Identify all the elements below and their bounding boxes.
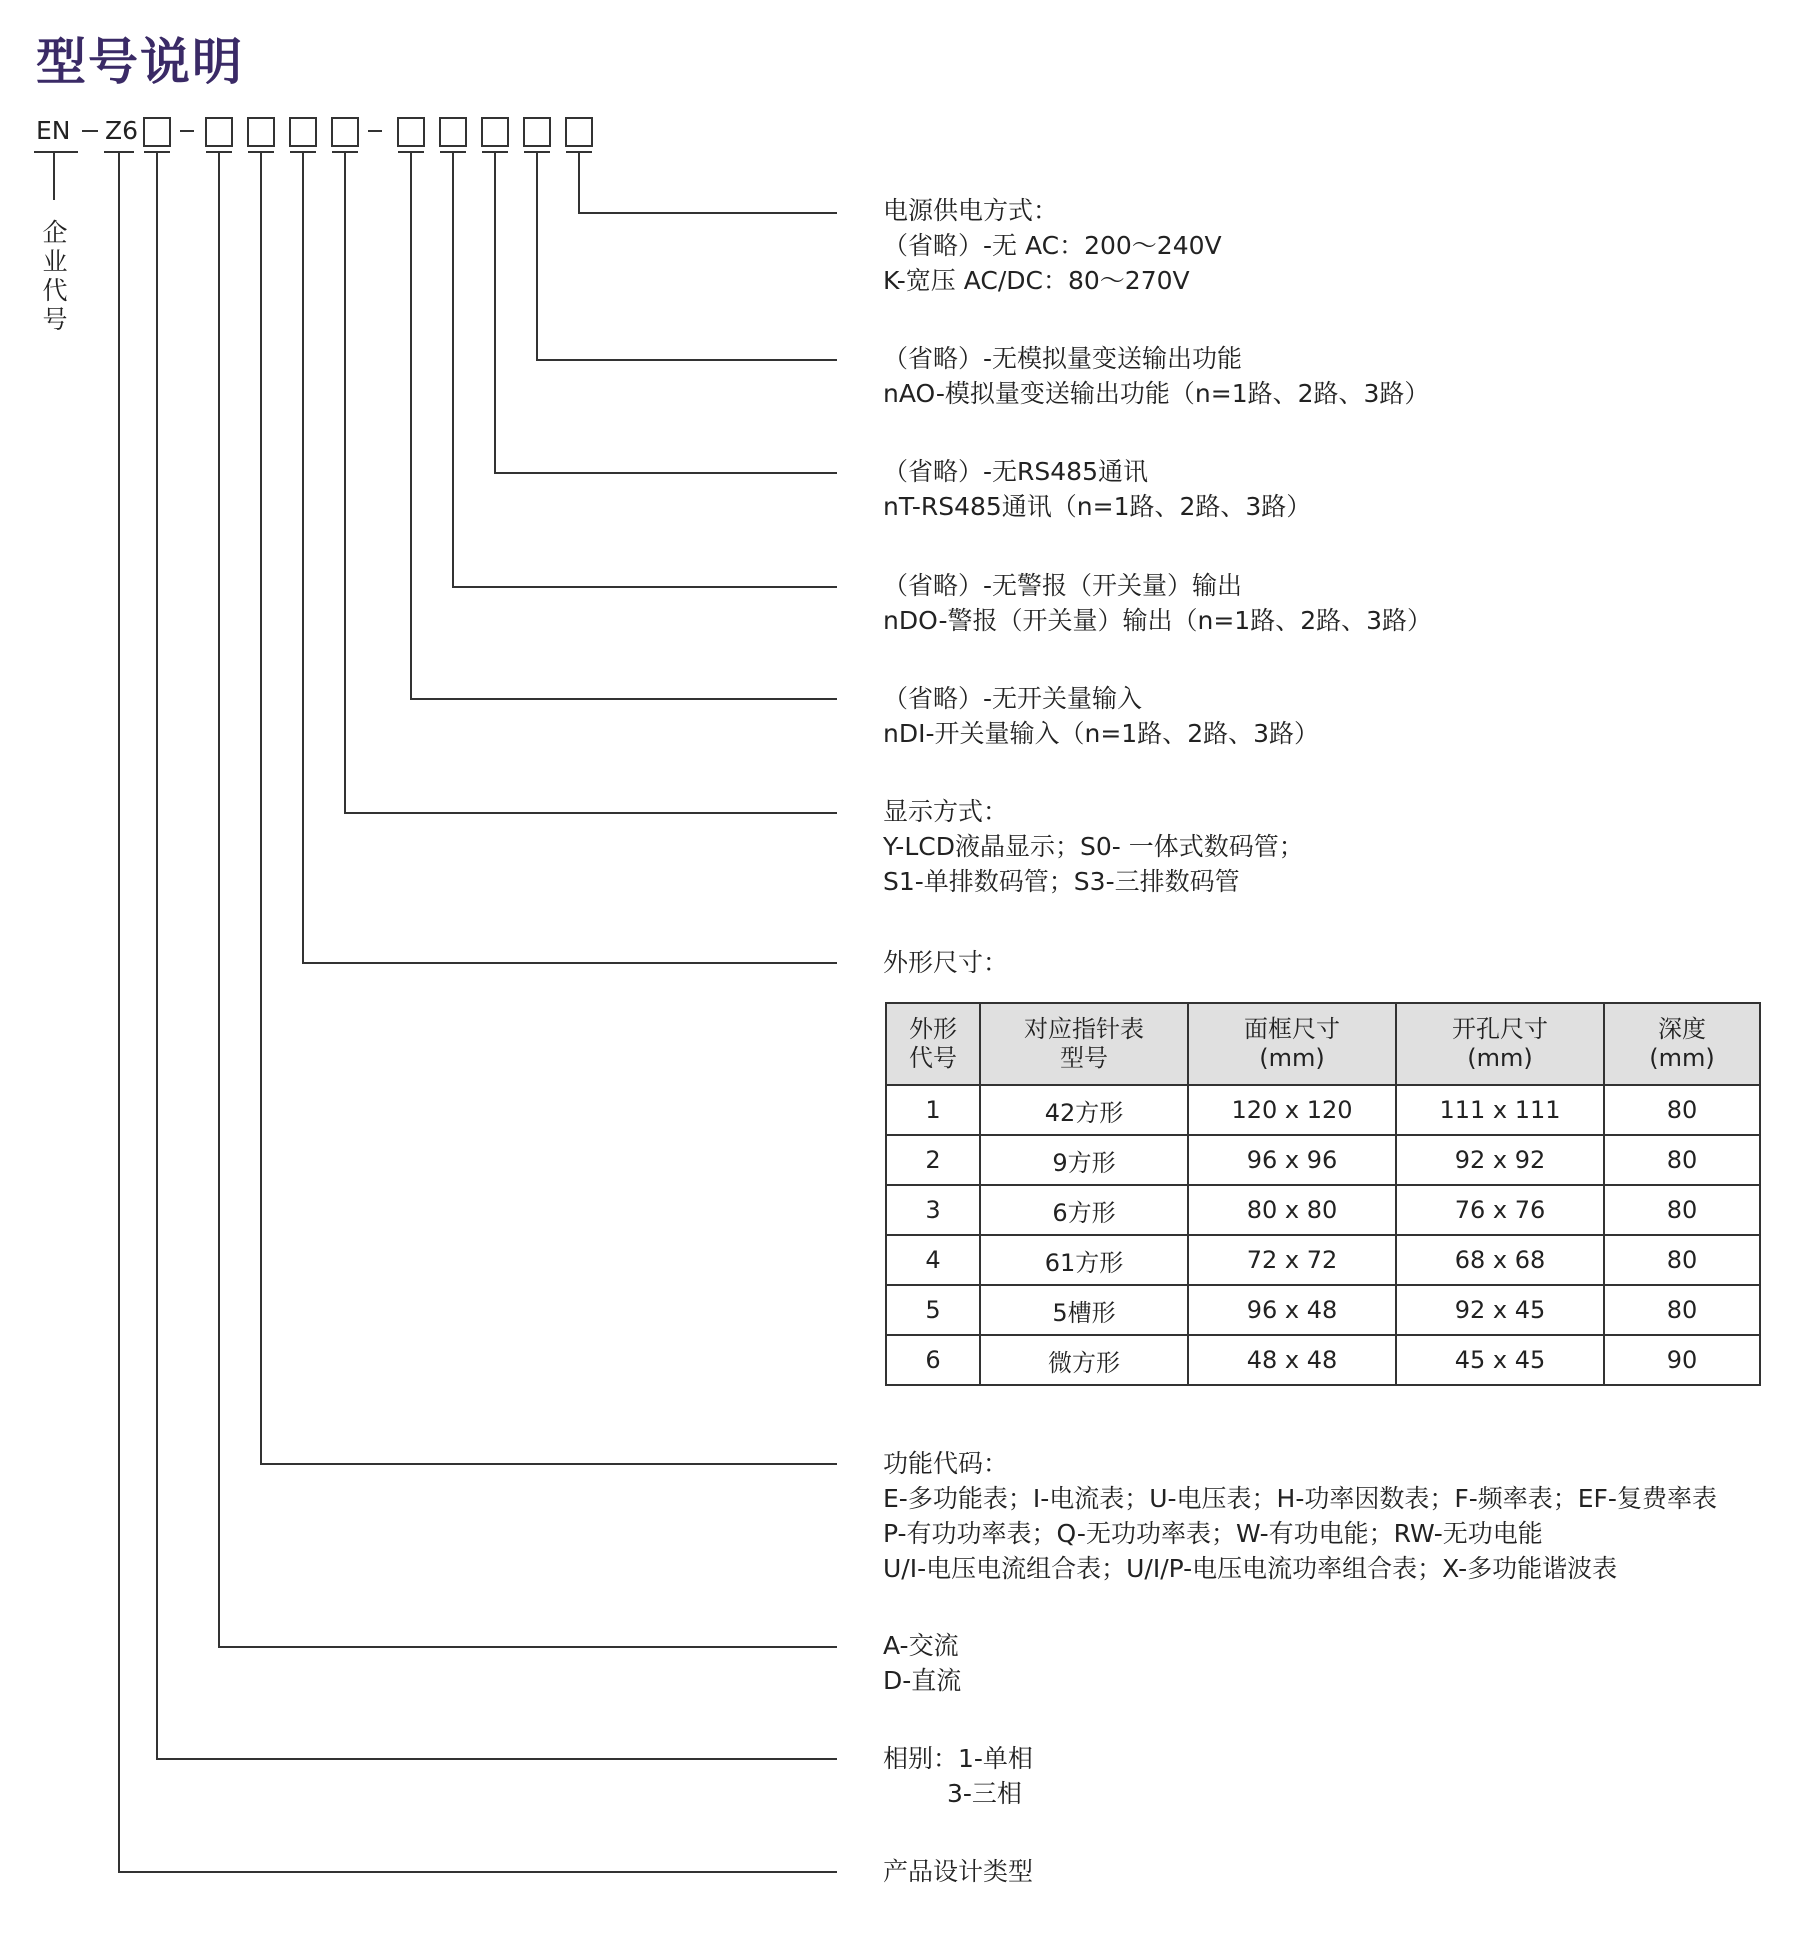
connector-analog	[537, 152, 837, 360]
header-cutout-size: 开孔尺寸 (mm)	[1396, 1003, 1604, 1085]
code-box-9	[524, 118, 550, 146]
connector-function	[261, 152, 837, 1464]
dimension-table	[885, 1002, 1761, 1386]
code-box-7	[440, 118, 466, 146]
connector-design	[119, 152, 837, 1872]
table-header-row	[886, 1003, 1760, 1085]
analog-output-desc: （省略）-无模拟量变送输出功能 nAO-模拟量变送输出功能（n=1路、2路、3路）	[883, 344, 1430, 408]
header-frame-size: 面框尺寸 (mm)	[1188, 1003, 1396, 1085]
alarm-output-desc: （省略）-无警报（开关量）输出 nDO-警报（开关量）输出（n=1路、2路、3路）	[883, 571, 1433, 635]
function-code-desc: 功能代码： E-多功能表；I-电流表；U-电压表；H-功率因数表；F-频率表；EF-复费率表 P-有功功率表；Q-无功功率表；W-有功电能；RW-无功电能 U/I-电压电流组合表；U/I/P-电压电流功率组合表；X-多功能谐波表	[883, 1449, 1717, 1583]
rs485-desc: （省略）-无RS485通讯 nT-RS485通讯（n=1路、2路、3路）	[883, 457, 1312, 521]
current-type-desc: A-交流 D-直流	[883, 1631, 962, 1695]
table-row: 4 61方形 72 x 72 68 x 68 80	[886, 1235, 1760, 1285]
table-row: 1 42方形 120 x 120 111 x 111 80	[886, 1085, 1760, 1135]
model-prefix: EN	[36, 116, 71, 145]
table-row: 6 微方形 48 x 48 45 x 45 90	[886, 1335, 1760, 1385]
code-box-1	[144, 118, 170, 146]
phase-desc: 相别：1-单相 3-三相	[883, 1744, 1033, 1808]
connector-di	[411, 152, 837, 699]
header-shape-code: 外形 代号	[886, 1003, 980, 1085]
code-box-6	[398, 118, 424, 146]
code-box-10	[566, 118, 592, 146]
company-code-label: 企 业 代 号	[42, 218, 68, 334]
connector-display	[345, 152, 837, 813]
table-row: 5 5槽形 96 x 48 92 x 45 80	[886, 1285, 1760, 1335]
design-type-desc: 产品设计类型	[883, 1857, 1034, 1886]
page-title: 型号说明	[36, 33, 244, 91]
model-series: Z6	[105, 116, 139, 145]
connector-current	[219, 152, 837, 1647]
power-supply-desc: 电源供电方式： （省略）-无 AC：200～240V K-宽压 AC/DC：80～270V	[883, 196, 1222, 295]
connector-phase	[157, 152, 837, 1759]
code-box-3	[248, 118, 274, 146]
table-row: 2 9方形 96 x 96 92 x 92 80	[886, 1135, 1760, 1185]
connector-comm	[495, 152, 837, 473]
code-box-2	[206, 118, 232, 146]
display-mode-desc: 显示方式： Y-LCD液晶显示；S0- 一体式数码管； S1-单排数码管；S3-三排数码管	[883, 797, 1304, 896]
code-box-8	[482, 118, 508, 146]
header-pointer-model: 对应指针表 型号	[980, 1003, 1188, 1085]
code-box-4	[290, 118, 316, 146]
connector-alarm	[453, 152, 837, 587]
connector-dimension	[303, 152, 837, 963]
dimension-title: 外形尺寸：	[883, 948, 1009, 977]
header-depth: 深度 (mm)	[1604, 1003, 1760, 1085]
digital-input-desc: （省略）-无开关量输入 nDI-开关量输入（n=1路、2路、3路）	[883, 684, 1319, 748]
code-box-5	[332, 118, 358, 146]
table-row: 3 6方形 80 x 80 76 x 76 80	[886, 1185, 1760, 1235]
connector-power	[579, 152, 837, 213]
